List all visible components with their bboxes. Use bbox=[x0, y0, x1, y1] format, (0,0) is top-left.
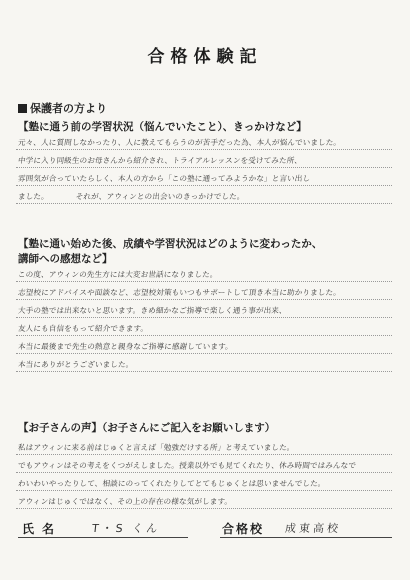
ruled-line bbox=[16, 455, 392, 473]
ruled-line bbox=[16, 282, 392, 300]
school-value: 成東高校 bbox=[284, 522, 342, 535]
page-title: 合格体験記 bbox=[147, 47, 263, 67]
ruled-line bbox=[16, 473, 392, 491]
parent-heading-text: 保護者の方より bbox=[30, 102, 107, 115]
ruled-line bbox=[16, 168, 392, 186]
ruled-line bbox=[16, 300, 392, 318]
name-value: T・S くん bbox=[91, 522, 161, 535]
ruled-line bbox=[16, 354, 392, 372]
square-bullet-icon bbox=[18, 104, 27, 113]
handwritten-text: 雰囲気が合っていたらしく、本人の方から「この塾に通ってみようかな」と言い出し bbox=[17, 174, 311, 183]
ruled-line bbox=[16, 318, 392, 336]
handwritten-text: でもアウィンはその考えをくつがえしました。授業以外でも見てくれたり、休み時間ではみんなで bbox=[17, 461, 357, 470]
handwritten-text: この度、アウィンの先生方には大変お世話になりました。 bbox=[17, 270, 219, 279]
answer-before-juku bbox=[16, 132, 392, 204]
name-label: 氏名 bbox=[22, 522, 63, 536]
ruled-line bbox=[16, 186, 392, 204]
ruled-line bbox=[16, 132, 392, 150]
handwritten-text: アウィンはじゅくではなく、その上の存在の様な気がします。 bbox=[17, 497, 233, 506]
question-before-juku: 【塾に通う前の学習状況（悩んでいたこと）、きっかけなど】 bbox=[18, 121, 307, 133]
parent-section-heading bbox=[18, 100, 107, 116]
ruled-line bbox=[16, 336, 392, 354]
handwritten-text: 大手の塾では出来ないと思います。きめ細かなご指導で楽しく通う事が出来、 bbox=[17, 306, 288, 315]
school-label: 合格校 bbox=[222, 522, 265, 536]
name-underline bbox=[18, 537, 188, 538]
ruled-line bbox=[16, 491, 392, 509]
handwritten-text: ました。 それが、アウィンとの出会いのきっかけでした。 bbox=[17, 192, 246, 201]
ruled-line bbox=[16, 437, 392, 455]
ruled-line bbox=[16, 264, 392, 282]
ruled-line bbox=[16, 150, 392, 168]
answer-child-voice bbox=[16, 437, 392, 509]
handwritten-text: 志望校にアドバイスや面談など、志望校対策もいつもサポートして頂き本当に助かりました。 bbox=[17, 288, 342, 297]
question-after-juku-line1: 【塾に通い始めた後、成績や学習状況はどのように変わったか、 bbox=[18, 238, 323, 250]
answer-after-juku bbox=[16, 264, 392, 372]
question-after-juku-line2: 講師への感想など】 bbox=[18, 253, 113, 265]
school-underline bbox=[220, 537, 392, 538]
handwritten-text: 私はアウィンに来る前はじゅくと言えば「勉強だけする所」と考えていました。 bbox=[17, 443, 295, 452]
handwritten-text: わいわいやったりして、相談にのってくれたりしてとてもじゅくとは思いませんでした。 bbox=[17, 479, 327, 488]
handwritten-text: 元々、人に質問しなかったり、人に教えてもらうのが苦手だった為、本人が悩んでいました。 bbox=[17, 138, 342, 147]
handwritten-text: 本当に最後まで先生の熱意と親身なご指導に感謝しています。 bbox=[17, 342, 234, 351]
question-child-voice: 【お子さんの声】（お子さんにご記入をお願いします） bbox=[18, 422, 276, 434]
handwritten-text: 友人にも自信をもって紹介できます。 bbox=[17, 324, 149, 333]
handwritten-text: 本当にありがとうございました。 bbox=[17, 360, 134, 369]
handwritten-text: 中学に入り同級生のお母さんから紹介され、トライアルレッスンを受けてみた所、 bbox=[17, 156, 303, 165]
